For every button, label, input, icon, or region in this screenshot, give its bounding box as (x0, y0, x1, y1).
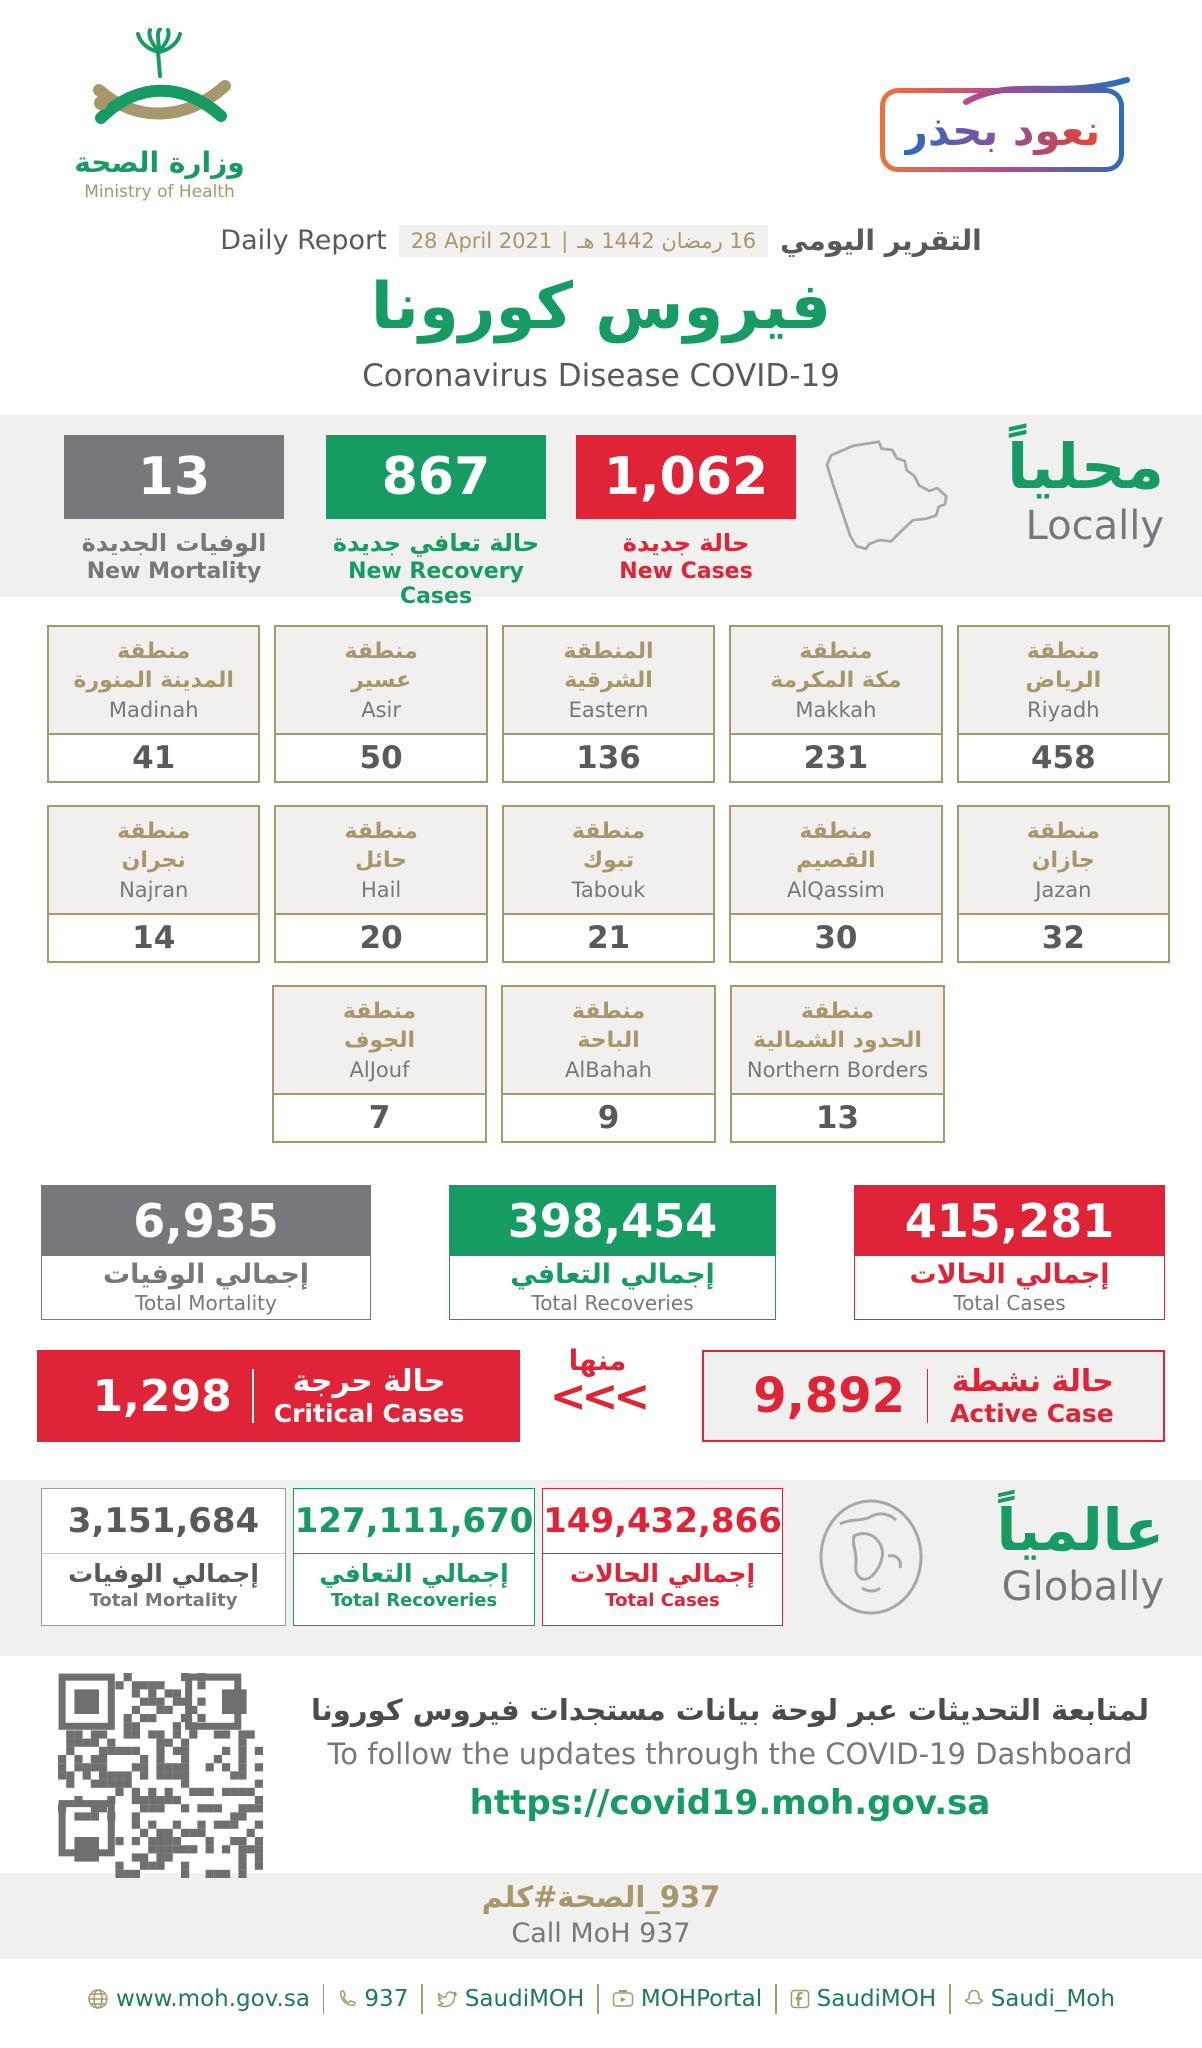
active-cases-label-ar: حالة نشطة (951, 1364, 1114, 1399)
daily-report-ar: التقرير اليومي (780, 224, 982, 257)
global-recoveries-label-en: Total Recoveries (330, 1590, 498, 1611)
region-row-2 (47, 805, 1170, 963)
region-name-ar-line1: المنطقة (563, 638, 654, 664)
badge-swoosh-icon (962, 72, 1132, 106)
global-recoveries-value: 127,111,670 (294, 1489, 534, 1554)
footer-facebook[interactable]: SaudiMOH (790, 1986, 937, 2012)
region-new-cases-value: 30 (814, 920, 858, 956)
new-cases-value: 1,062 (576, 435, 796, 519)
region-card (47, 625, 260, 783)
footer-separator (323, 1984, 325, 2014)
chevrons-left-icon: <<< (549, 1371, 646, 1422)
region-name-ar-line1: منطقة (571, 818, 646, 844)
locally-section-label (1007, 430, 1164, 549)
region-card (274, 625, 487, 783)
region-card (957, 625, 1170, 783)
region-card (730, 985, 945, 1143)
divider (927, 1369, 928, 1423)
logo-title-ar: وزارة الصحة (74, 146, 245, 179)
region-new-cases-value: 41 (132, 740, 176, 776)
region-new-cases-value: 7 (368, 1100, 391, 1136)
global-mortality-box (41, 1488, 286, 1626)
footer-phone[interactable]: 937 (337, 1986, 408, 2012)
date-gregorian: 28 April 2021 (410, 228, 553, 253)
total-cases-box (854, 1185, 1165, 1320)
region-new-cases-value: 231 (803, 740, 869, 776)
region-name-ar-line2: مكة المكرمة (770, 667, 902, 693)
region-name-ar-line2: نجران (121, 847, 186, 873)
region-new-cases-value: 20 (359, 920, 403, 956)
global-cases-label-en: Total Cases (605, 1590, 720, 1611)
new-mortality-stat (64, 435, 284, 584)
report-header-row (0, 224, 1202, 257)
total-mortality-box (41, 1185, 371, 1320)
saudi-arabia-map-icon (812, 432, 962, 566)
critical-cases-value: 1,298 (92, 1370, 232, 1422)
total-recoveries-value: 398,454 (450, 1186, 775, 1256)
region-name-en: AlBahah (565, 1058, 652, 1083)
dashboard-url-link[interactable]: https://covid19.moh.gov.sa (469, 1783, 991, 1823)
total-cases-value: 415,281 (855, 1186, 1164, 1256)
region-new-cases-value: 136 (576, 740, 641, 776)
region-name-ar-line1: منطقة (571, 998, 646, 1024)
global-mortality-label-en: Total Mortality (89, 1590, 238, 1611)
region-name-ar-line1: منطقة (344, 818, 418, 844)
footer-snapchat[interactable]: Saudi_Moh (964, 1986, 1115, 2012)
moh-logo (52, 28, 267, 202)
phone-icon (337, 1989, 357, 2009)
total-recoveries-box (449, 1185, 776, 1320)
region-card (501, 985, 716, 1143)
region-name-en: Madinah (108, 698, 199, 723)
total-mortality-label-ar: إجمالي الوفيات (102, 1259, 310, 1290)
dashboard-text-en: To follow the updates through the COVID-19 Dashboard (327, 1737, 1133, 1771)
footer-twitter[interactable]: SaudiMOH (436, 1986, 585, 2012)
dashboard-text-ar: لمتابعة التحديثات عبر لوحة بيانات مستجدات فيروس كورونا (311, 1693, 1149, 1727)
footer-separator (949, 1984, 951, 2014)
total-cases-label-en: Total Cases (953, 1291, 1066, 1315)
region-name-ar-line2: الباحة (577, 1027, 640, 1053)
total-cases-label-ar: إجمالي الحالات (909, 1259, 1110, 1290)
region-name-ar-line2: عسير (351, 667, 412, 693)
divider (252, 1369, 254, 1423)
report-date-chip (399, 225, 768, 257)
region-name-ar-line2: الجوف (343, 1027, 415, 1053)
region-name-en: Jazan (1035, 878, 1092, 903)
dashboard-info (290, 1693, 1170, 1823)
region-card (729, 625, 942, 783)
region-row-1 (47, 625, 1170, 783)
region-card (729, 805, 942, 963)
region-new-cases-value: 9 (597, 1100, 620, 1136)
region-name-en: Hail (360, 878, 402, 903)
region-name-en: Asir (361, 698, 401, 723)
global-cases-box (542, 1488, 783, 1626)
daily-report-en: Daily Report (220, 225, 387, 256)
region-name-ar-line1: منطقة (117, 638, 191, 664)
region-name-ar-line2: الحدود الشمالية (753, 1027, 922, 1053)
new-recovery-stat (326, 435, 546, 609)
date-separator: | (561, 228, 569, 253)
total-mortality-value: 6,935 (42, 1186, 370, 1256)
region-row-3 (47, 985, 1170, 1143)
global-cases-value: 149,432,866 (543, 1489, 782, 1554)
region-name-en: AlJouf (349, 1058, 410, 1083)
global-recoveries-label-ar: إجمالي التعافي (319, 1559, 509, 1588)
new-mortality-label-en: New Mortality (86, 559, 262, 584)
region-name-ar-line2: القصيم (796, 847, 876, 873)
region-name-ar-line2: حائل (355, 847, 408, 873)
region-new-cases-value: 32 (1041, 920, 1085, 956)
critical-cases-label-ar: حالة حرجة (292, 1364, 446, 1399)
footer-youtube[interactable]: MOHPortal (612, 1986, 762, 2012)
region-name-ar-line1: منطقة (344, 638, 418, 664)
new-mortality-value: 13 (64, 435, 284, 519)
footer-separator (775, 1984, 777, 2014)
call-moh-block (0, 1880, 1202, 1949)
total-mortality-label-en: Total Mortality (135, 1291, 277, 1315)
page-title-en: Coronavirus Disease COVID-19 (362, 358, 840, 394)
badge-text: نعود بحذر (903, 105, 1101, 155)
region-new-cases-value: 14 (132, 920, 176, 956)
globally-label-en: Globally (1001, 1564, 1164, 1610)
critical-cases-box (37, 1350, 520, 1442)
globe-icon (810, 1496, 932, 1622)
locally-label-en: Locally (1025, 503, 1164, 549)
region-name-ar-line2: تبوك (582, 847, 635, 873)
region-name-en: Northern Borders (746, 1058, 929, 1083)
footer-separator (421, 1984, 423, 2014)
region-name-ar-line1: منطقة (342, 998, 417, 1024)
global-cases-label-ar: إجمالي الحالات (569, 1559, 756, 1588)
call-moh-en: Call MoH 937 (511, 1918, 691, 1949)
region-new-cases-value: 13 (815, 1100, 860, 1136)
globe-grid-icon (87, 1988, 109, 2010)
region-name-en: Tabouk (571, 878, 646, 903)
region-name-en: Najran (119, 878, 189, 903)
region-new-cases-value: 21 (586, 920, 631, 956)
region-name-en: Riyadh (1027, 698, 1100, 723)
qr-code (58, 1673, 263, 1882)
total-recoveries-label-ar: إجمالي التعافي (510, 1259, 715, 1290)
region-name-ar-line2: المدينة المنورة (73, 667, 234, 693)
footer-separator (597, 1984, 599, 2014)
region-name-ar-line1: منطقة (1026, 818, 1100, 844)
globally-section-label (996, 1496, 1164, 1610)
page-title-ar: فيروس كورونا (370, 270, 832, 344)
region-name-ar-line2: الرياض (1025, 667, 1102, 693)
new-recovery-label-en: New Recovery Cases (348, 559, 524, 609)
region-new-cases-value: 50 (359, 740, 403, 776)
locally-label-ar: محلياً (1007, 430, 1164, 503)
region-name-ar-line1: منطقة (1026, 638, 1100, 664)
new-mortality-label-ar: الوفيات الجديدة (81, 529, 267, 557)
region-name-ar-line2: الشرقية (564, 667, 653, 693)
facebook-icon (790, 1989, 810, 2009)
region-name-ar-line1: منطقة (117, 818, 191, 844)
region-card (957, 805, 1170, 963)
region-name-ar-line1: منطقة (799, 818, 873, 844)
footer-website[interactable]: www.moh.gov.sa (87, 1986, 310, 2012)
global-mortality-label-ar: إجمالي الوفيات (68, 1559, 259, 1588)
region-name-en: Eastern (568, 698, 649, 723)
region-name-en: Makkah (795, 698, 877, 723)
of-which-connector (540, 1344, 655, 1422)
region-name-ar-line2: جازان (1031, 847, 1095, 873)
region-card (272, 985, 487, 1143)
new-cases-stat (576, 435, 796, 584)
logo-title-en: Ministry of Health (84, 182, 235, 202)
snapchat-icon (964, 1989, 984, 2009)
return-with-caution-badge (880, 88, 1124, 172)
region-card (47, 805, 260, 963)
global-mortality-value: 3,151,684 (42, 1489, 285, 1554)
of-which-label-ar: منها (568, 1344, 627, 1377)
region-new-cases-value: 458 (1030, 740, 1096, 776)
youtube-icon (612, 1990, 634, 2008)
active-cases-label-en: Active Case (950, 1399, 1114, 1428)
twitter-icon (436, 1989, 458, 2009)
region-name-ar-line1: منطقة (800, 998, 875, 1024)
new-recovery-value: 867 (326, 435, 546, 519)
moh-emblem-icon (85, 125, 235, 144)
new-cases-label-en: New Cases (619, 559, 753, 584)
globally-label-ar: عالمياً (996, 1496, 1164, 1564)
active-cases-value: 9,892 (753, 1368, 906, 1424)
call-moh-hashtag-ar: كلم#الصحة_937 (481, 1880, 721, 1914)
total-recoveries-label-en: Total Recoveries (531, 1291, 694, 1315)
new-recovery-label-ar: حالة تعافي جديدة (332, 529, 540, 557)
footer-contact-bar (0, 1984, 1202, 2014)
region-name-ar-line1: منطقة (799, 638, 873, 664)
global-recoveries-box (293, 1488, 535, 1626)
critical-cases-label-en: Critical Cases (273, 1399, 465, 1428)
new-cases-label-ar: حالة جديدة (622, 529, 750, 557)
region-card (502, 625, 715, 783)
date-hijri: 16 رمضان 1442 هـ (577, 228, 757, 253)
active-cases-box (702, 1350, 1165, 1442)
region-name-en: AlQassim (787, 878, 885, 903)
region-card (502, 805, 715, 963)
region-card (274, 805, 487, 963)
